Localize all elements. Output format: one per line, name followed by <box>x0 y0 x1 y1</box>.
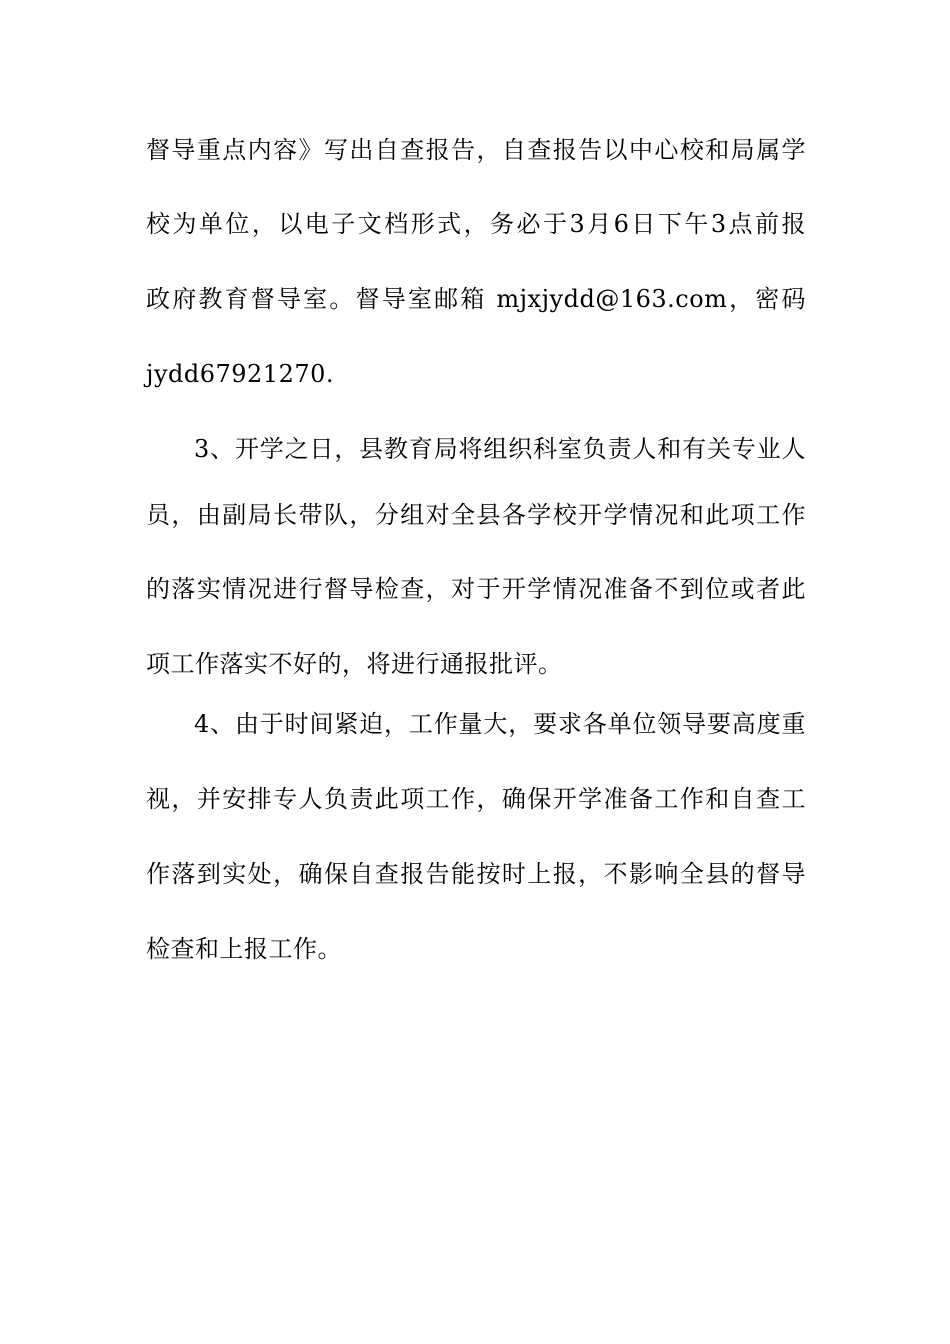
paragraph-line: 督导重点内容》写出自查报告，自查报告以中心校和局属学 <box>146 136 806 164</box>
paragraph-line: 作落到实处，确保自查报告能按时上报，不影响全县的督导 <box>146 860 806 888</box>
paragraph-line: 视，并安排专人负责此项工作，确保开学准备工作和自查工 <box>146 785 806 813</box>
paragraph-line: 项工作落实不好的，将进行通报批评。 <box>146 650 563 678</box>
paragraph-line: 的落实情况进行督导检查，对于开学情况准备不到位或者此 <box>146 575 806 603</box>
paragraph-line: 员，由副局长带队，分组对全县各学校开学情况和此项工作 <box>146 501 806 529</box>
paragraph-line: 3、开学之日，县教育局将组织科室负责人和有关专业人 <box>194 435 806 463</box>
paragraph-line: jydd67921270. <box>146 360 335 388</box>
paragraph-line: 校为单位，以电子文档形式，务必于3月6日下午3点前报 <box>146 210 806 238</box>
paragraph-line: 4、由于时间紧迫，工作量大，要求各单位领导要高度重 <box>194 710 806 738</box>
paragraph-line: 政府教育督导室。督导室邮箱 mjxjydd@163.com，密码 <box>146 285 806 313</box>
paragraph-line: 检查和上报工作。 <box>146 935 342 963</box>
